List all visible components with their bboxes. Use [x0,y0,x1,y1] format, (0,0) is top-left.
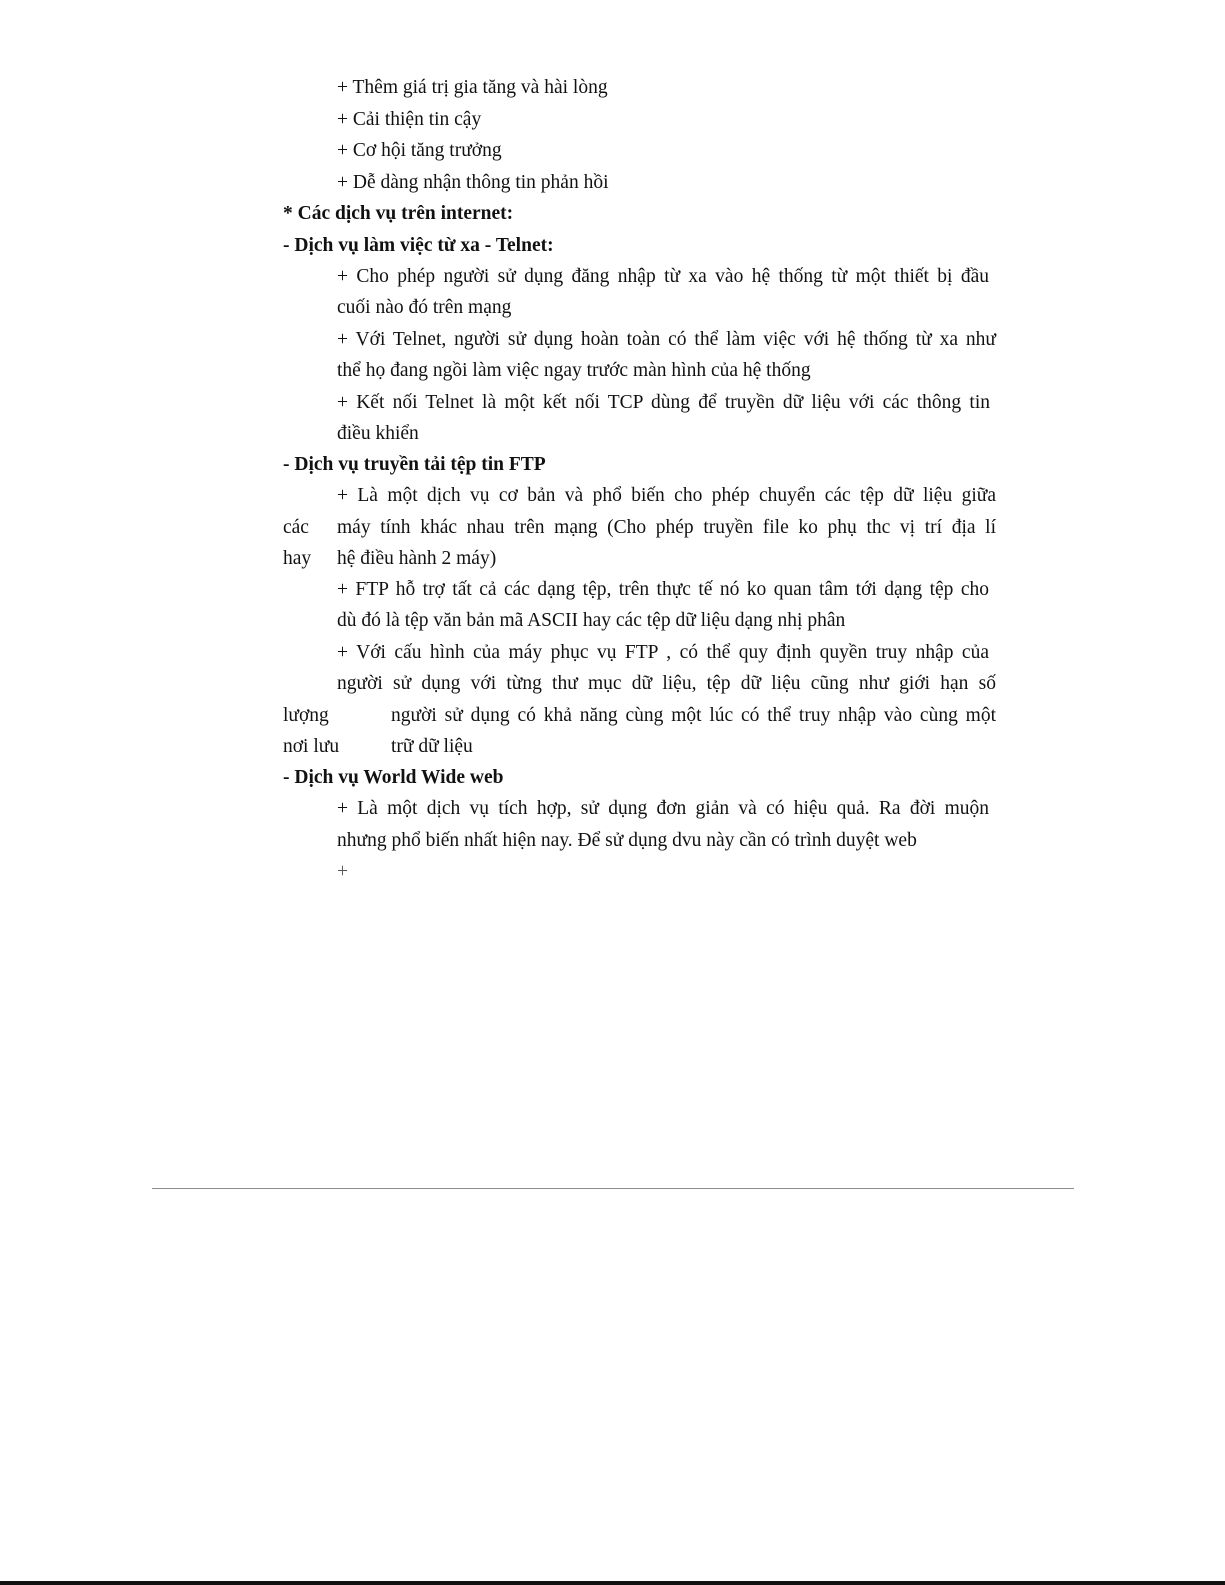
ftp-bullet-3-line-2: người sử dụng với từng thư mục dữ liệu, tệp dữ liệu cũng như giới hạn số [337,673,996,694]
ftp-bullet-1-line-3: hệ điều hành 2 máy) [337,548,497,569]
ftp-bullet-1-hanging-word-2: hay [283,548,312,569]
bullet-growth-opportunity: + Cơ hội tăng trưởng [337,140,502,161]
heading-www: - Dịch vụ World Wide web [283,767,504,788]
page-break-divider [152,1188,1074,1189]
telnet-bullet-3-line-1: + Kết nối Telnet là một kết nối TCP dùng để truyền dữ liệu với các thông tin [337,392,990,413]
heading-internet-services: * Các dịch vụ trên internet: [283,203,514,224]
ftp-bullet-1-line-2: máy tính khác nhau trên mạng (Cho phép truyền file ko phụ thc vị trí địa lí [337,517,996,538]
heading-ftp: - Dịch vụ truyền tải tệp tin FTP [283,454,546,475]
bullet-added-value: + Thêm giá trị gia tăng và hài lòng [337,77,608,98]
bullet-easy-feedback: + Dễ dàng nhận thông tin phản hồi [337,172,609,193]
ftp-bullet-2-line-2: dù đó là tệp văn bản mã ASCII hay các tệp dữ liệu dạng nhị phân [337,610,846,631]
telnet-bullet-1-line-1: + Cho phép người sử dụng đăng nhập từ xa vào hệ thống từ một thiết bị đầu [337,266,989,287]
ftp-bullet-2-line-1: + FTP hỗ trợ tất cả các dạng tệp, trên thực tế nó ko quan tâm tới dạng tệp cho [337,579,989,600]
bullet-improve-trust: + Cải thiện tin cậy [337,109,482,130]
ftp-bullet-3-line-1: + Với cấu hình của máy phục vụ FTP , có thể quy định quyền truy nhập của [337,642,989,663]
telnet-bullet-1-line-2: cuối nào đó trên mạng [337,297,512,318]
www-bullet-1-line-1: + Là một dịch vụ tích hợp, sử dụng đơn giản và có hiệu quả. Ra đời muộn [337,798,989,819]
bottom-edge-rule [0,1581,1225,1585]
www-bullet-1-line-2: nhưng phổ biến nhất hiện nay. Để sử dụng dvu này cần có trình duyệt web [337,830,917,851]
ftp-bullet-3-hanging-word-2: nơi lưu [283,736,340,757]
heading-telnet: - Dịch vụ làm việc từ xa - Telnet: [283,235,554,256]
ftp-bullet-1-line-1: + Là một dịch vụ cơ bản và phổ biến cho phép chuyển các tệp dữ liệu giữa [337,485,996,506]
telnet-bullet-2-line-1: + Với Telnet, người sử dụng hoàn toàn có thể làm việc với hệ thống từ xa như [337,329,996,350]
telnet-bullet-2-line-2: thể họ đang ngồi làm việc ngay trước màn hình của hệ thống [337,360,811,381]
ftp-bullet-3-hanging-word-1: lượng [283,705,329,726]
ftp-bullet-3-line-3: người sử dụng có khả năng cùng một lúc có thể truy nhập vào cùng một [391,705,996,726]
ftp-bullet-3-line-4: trữ dữ liệu [391,736,473,757]
www-bullet-2-empty: + [337,861,348,882]
ftp-bullet-1-hanging-word-1: các [283,517,309,538]
telnet-bullet-3-line-2: điều khiển [337,423,419,444]
